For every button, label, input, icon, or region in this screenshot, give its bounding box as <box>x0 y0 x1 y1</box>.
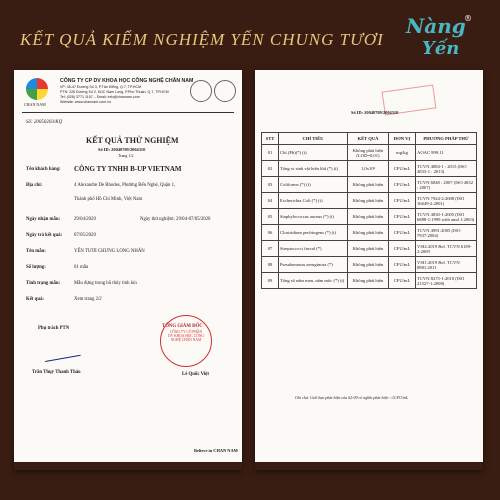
table-cell: Clostridium perfringens (*) (t) <box>279 225 348 241</box>
certificate-page-2 <box>255 70 483 470</box>
table-cell: CFU/mL <box>389 161 416 177</box>
table-cell: 09 <box>262 273 279 289</box>
table-cell: Không phát hiện <box>348 241 389 257</box>
report-date-value: 07/05/2020 <box>74 233 96 238</box>
lab-head-signature <box>43 345 80 362</box>
table-row <box>262 145 477 161</box>
table-cell: TCVN 8275-1:2010 (ISO 21527-1:2008) <box>416 273 477 289</box>
table-cell: Không phát hiện <box>348 193 389 209</box>
table-cell: TCVN 4991:2005 (ISO 7937:2004) <box>416 225 477 241</box>
table-row <box>262 177 477 193</box>
certification-mark-icon <box>190 80 212 102</box>
table-cell: TCVN 7924-2:2008 (ISO 16649-2:2001) <box>416 193 477 209</box>
director-name: Lê Quốc Việt <box>182 372 209 377</box>
table-cell: Chì (Pb)(*) (t) <box>279 145 348 161</box>
company-website: Website: www.channam.com.vn <box>60 100 111 104</box>
table-cell: CFU/mL <box>389 241 416 257</box>
table-cell: CFU/mL <box>389 193 416 209</box>
table-cell: Không phát hiện <box>348 209 389 225</box>
table-note: Ghi chú: Giới hạn phát hiện của 02-09 có nghĩa phát hiện <1CFU/mL <box>295 395 409 400</box>
column-header: PHƯƠNG PHÁP THỬ <box>416 133 477 145</box>
table-cell: 02 <box>262 161 279 177</box>
table-cell: 07 <box>262 241 279 257</box>
table-row <box>262 257 477 273</box>
sample-name-label: Tên mẫu: <box>26 249 46 254</box>
company-contact: Tel: (028) 3771 1157 – Email: info@channam.com <box>60 95 140 99</box>
header-divider <box>22 112 234 113</box>
table-cell: VSI2:2019 Ref. TCVN 6189-2:2009 <box>416 241 477 257</box>
certificate-page-1 <box>14 70 242 470</box>
lab-head-title: Phụ trách PTN <box>38 326 70 331</box>
table-cell: mg/kg <box>389 145 416 161</box>
table-cell: Escherichia Coli (*) (t) <box>279 193 348 209</box>
column-header: ĐƠN VỊ <box>389 133 416 145</box>
table-cell: Pseudomonas aeruginosa (*) <box>279 257 348 273</box>
footer-bar <box>255 462 483 470</box>
table-cell: VSI1:2019 Ref. TCVN 8881:2011 <box>416 257 477 273</box>
banner-title: KẾT QUẢ KIỂM NGHIỆM YẾN CHUNG TƯƠI <box>20 30 384 49</box>
director-title: TỔNG GIÁM ĐỐC <box>162 324 203 329</box>
lab-head-name: Trần Thụy Thanh Thảo <box>32 370 81 375</box>
table-cell: CFU/mL <box>389 177 416 193</box>
results-table <box>261 132 477 289</box>
sample-state-label: Tình trạng mẫu: <box>26 281 61 286</box>
table-cell: Tổng vi sinh vật hiếu khí (*) (t) <box>279 161 348 177</box>
table-cell: CFU/mL <box>389 273 416 289</box>
test-date: Ngày thử nghiệm: 29/04-07/05/2020 <box>140 217 211 222</box>
table-row <box>262 241 477 257</box>
table-cell: CFU/mL <box>389 257 416 273</box>
table-cell: AOAC 999.11 <box>416 145 477 161</box>
document-title: KẾT QUẢ THỬ NGHIỆM <box>86 136 179 145</box>
received-date-value: 29/04/2020 <box>74 217 96 222</box>
company-address-2: PTN: 226 Đường Số 2, KDC Nam Long, P.Phú Thuận, Q.7, TP.HCM <box>60 90 169 94</box>
quantity-label: Số lượng: <box>26 265 46 270</box>
table-cell: 06 <box>262 225 279 241</box>
table-cell: Coliforms (*) (t) <box>279 177 348 193</box>
table-cell: CFU/mL <box>389 209 416 225</box>
table-cell: CFU/mL <box>389 225 416 241</box>
report-id-page-2: Số ID: 20040709/2004310 <box>351 110 399 115</box>
page-indicator: Trang 1/2 <box>118 153 134 158</box>
footer-slogan: Believe in CHAN NAM <box>194 448 238 453</box>
table-cell: Không phát hiện <box>348 273 389 289</box>
sample-state-value: Mẫu đựng trong hũ thủy tinh kín <box>74 281 137 286</box>
company-address-1: VP: 45-47 Đường Số 3, P.Tân Kiểng, Q.7, TP.HCM <box>60 85 142 89</box>
table-row <box>262 209 477 225</box>
table-cell: 05 <box>262 209 279 225</box>
address-line-2: Thành phố Hồ Chí Minh, Việt Nam <box>74 197 143 202</box>
customer-value: CÔNG TY TNHH B-UP VIETNAM <box>74 165 182 173</box>
table-cell: Staphylococcus aureus (*) (t) <box>279 209 348 225</box>
registered-mark: ® <box>464 14 472 23</box>
result-label: Kết quả: <box>26 297 44 302</box>
table-cell: 03 <box>262 177 279 193</box>
table-cell: Không phát hiện <box>348 257 389 273</box>
customer-label: Tên khách hàng: <box>26 167 61 172</box>
table-cell: 01 <box>262 145 279 161</box>
table-cell: Streptococci faecal (*) <box>279 241 348 257</box>
received-date-label: Ngày nhận mẫu: <box>26 217 61 222</box>
address-line-1: 4 Alexandre De Rhodes, Phường Bến Nghé, Quận 1, <box>74 183 176 188</box>
table-cell: TCVN 4884-1 : 2015 (ISO 4833-1 : 2013) <box>416 161 477 177</box>
table-cell: TCVN 4830-1:2005 (ISO 6888-1:1999 with amd 1:2003) <box>416 209 477 225</box>
table-cell: Không phát hiện <box>348 225 389 241</box>
company-name: CÔNG TY CP DV KHOA HỌC CÔNG NGHỆ CHÂN NAM <box>60 78 194 84</box>
column-header: KẾT QUẢ <box>348 133 389 145</box>
logo-text-line1: Nàng <box>406 14 466 38</box>
table-cell: TCVN 6848 : 2007 (ISO 4832 : 2007) <box>416 177 477 193</box>
table-cell: 04 <box>262 193 279 209</box>
column-header: CHỈ TIÊU <box>279 133 348 145</box>
quantity-value: 01 mẫu <box>74 265 89 270</box>
header-banner <box>0 0 500 70</box>
document-number: Số: 20050203/KQ <box>26 120 63 125</box>
company-seal <box>160 315 212 367</box>
table-row <box>262 225 477 241</box>
seal-text: CÔNG TY CỔ PHẦN DV KHOA HỌC CÔNG NGHỆ CHÂN NAM <box>168 330 204 342</box>
table-row <box>262 161 477 177</box>
report-id: Số ID: 20040709/2004310 <box>98 147 146 152</box>
brand-label: CHAN NAM <box>24 102 46 107</box>
table-cell: 1,0x10² <box>348 161 389 177</box>
table-row <box>262 273 477 289</box>
vilas-mark-icon <box>214 80 236 102</box>
sample-name-value: YẾN TƯƠI CHƯNG LONG NHÃN <box>74 249 145 254</box>
result-value: Xem trang 2/2 <box>74 297 102 302</box>
brand-logo[interactable] <box>400 14 480 66</box>
table-row <box>262 193 477 209</box>
table-cell: Không phát hiện (LOD=0,01) <box>348 145 389 161</box>
company-logo-icon <box>26 78 48 100</box>
table-cell: Tổng số nấm men, nấm mốc (*) (t) <box>279 273 348 289</box>
table-cell: Không phát hiện <box>348 177 389 193</box>
footer-bar <box>14 462 242 470</box>
table-header-row <box>262 133 477 145</box>
column-header: STT <box>262 133 279 145</box>
report-date-label: Ngày trả kết quả: <box>26 233 63 238</box>
address-label: Địa chỉ: <box>26 183 43 188</box>
logo-text-line2: Yến <box>422 38 460 59</box>
table-cell: 08 <box>262 257 279 273</box>
